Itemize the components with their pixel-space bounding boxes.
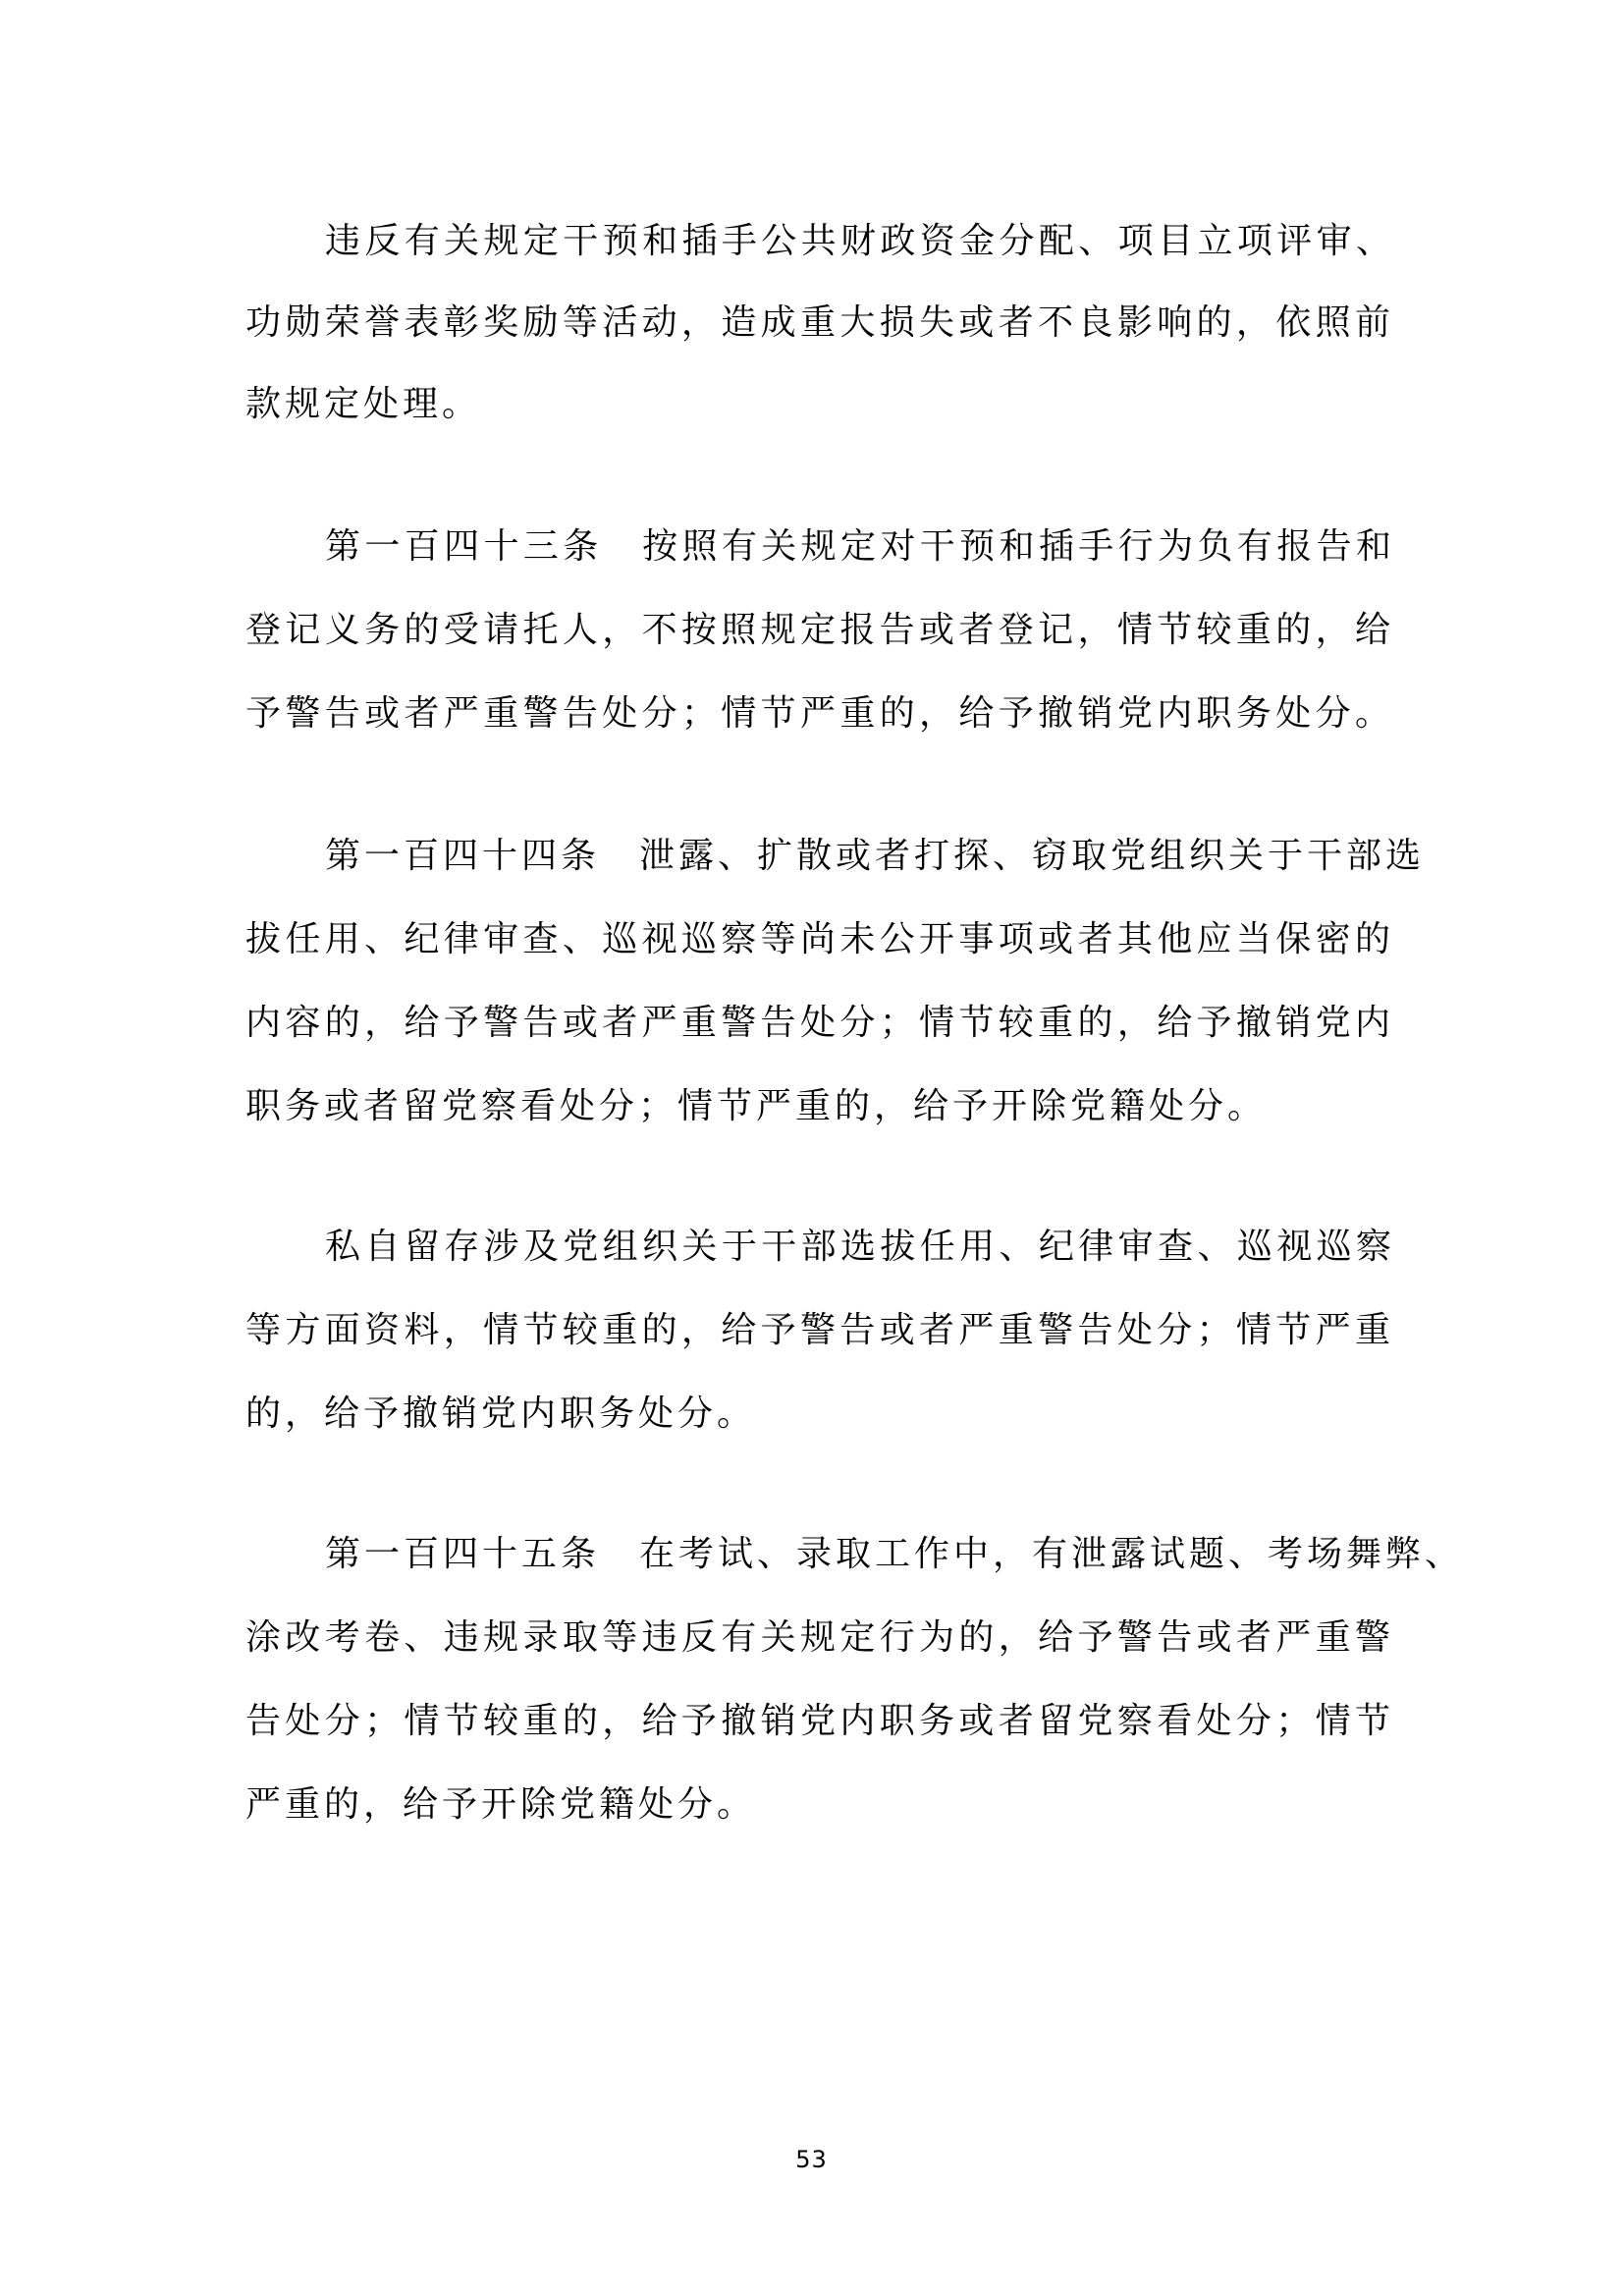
article-143-line: 第一百四十三条 按照有关规定对干预和插手行为负有报告和 xyxy=(325,526,1395,567)
article-144-line: 拔任用、纪律审查、巡视巡察等尚未公开事项或者其他应当保密的 xyxy=(245,919,1394,959)
article-143-line: 登记义务的受请托人，不按照规定报告或者登记，情节较重的，给 xyxy=(245,610,1394,650)
article-144-line: 第一百四十四条 泄露、扩散或者打探、窃取党组织关于干部选 xyxy=(325,836,1426,876)
article-145-line: 涂改考卷、违规录取等违反有关规定行为的，给予警告或者严重警 xyxy=(245,1617,1394,1658)
paragraph-line: 功勋荣誉表彰奖励等活动，造成重大损失或者不良影响的，依照前 xyxy=(245,302,1394,343)
page-number: 53 xyxy=(795,2146,828,2173)
paragraph-line: 等方面资料，情节较重的，给予警告或者严重警告处分；情节严重 xyxy=(245,1310,1394,1350)
article-144-line: 职务或者留党察看处分；情节严重的，给予开除党籍处分。 xyxy=(245,1086,1268,1126)
paragraph-line: 款规定处理。 xyxy=(245,384,482,424)
paragraph-line: 违反有关规定干预和插手公共财政资金分配、项目立项评审、 xyxy=(325,221,1395,261)
paragraph-line: 私自留存涉及党组织关于干部选拔任用、纪律审查、巡视巡察 xyxy=(325,1227,1395,1267)
article-144-line: 内容的，给予警告或者严重警告处分；情节较重的，给予撤销党内 xyxy=(245,1003,1394,1043)
article-145-line: 告处分；情节较重的，给予撤销党内职务或者留党察看处分；情节 xyxy=(245,1701,1394,1741)
article-145-line: 第一百四十五条 在考试、录取工作中，有泄露试题、考场舞弊、 xyxy=(325,1534,1465,1574)
paragraph-line: 的，给予撤销党内职务处分。 xyxy=(245,1394,757,1434)
article-143-line: 予警告或者严重警告处分；情节严重的，给予撤销党内职务处分。 xyxy=(245,693,1394,734)
article-145-line: 严重的，给予开除党籍处分。 xyxy=(245,1784,757,1825)
